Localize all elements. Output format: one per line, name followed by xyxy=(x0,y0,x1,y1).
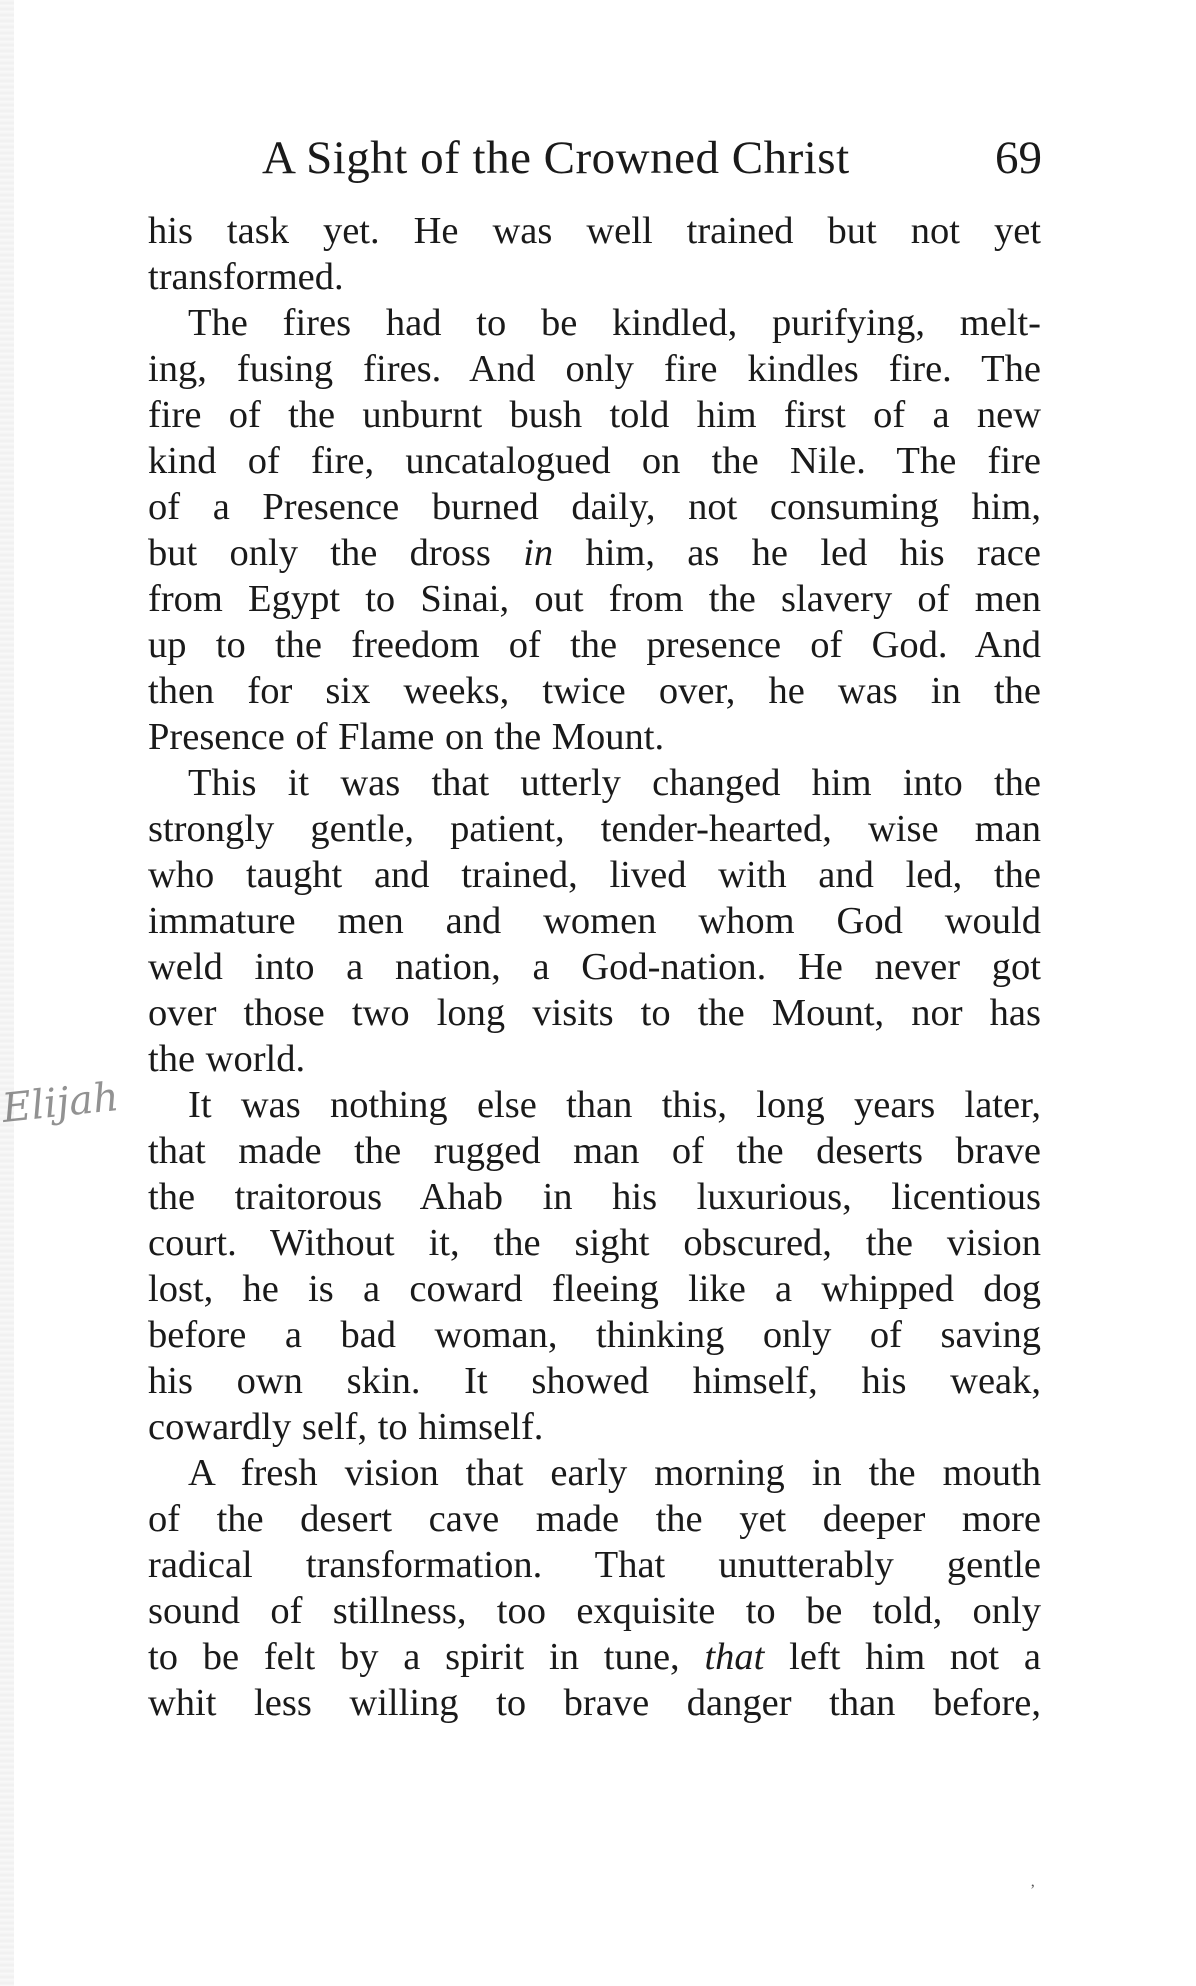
text-line: immature men and women whom God would xyxy=(148,900,1041,942)
text-line: lost, he is a coward fleeing like a whipped dog xyxy=(148,1268,1041,1310)
text-line: but only the dross in him, as he led his race xyxy=(148,532,1041,574)
page-number: 69 xyxy=(995,132,1042,184)
text-line: weld into a nation, a God-nation. He never got xyxy=(148,946,1041,988)
text-line: up to the freedom of the presence of God. And xyxy=(148,624,1041,666)
text-line: cowardly self, to himself. xyxy=(148,1406,544,1448)
text-line: that made the rugged man of the deserts brave xyxy=(148,1130,1041,1172)
emphasis: that xyxy=(704,1636,765,1678)
text-line: transformed. xyxy=(148,256,344,298)
text-line: who taught and trained, lived with and led, the xyxy=(148,854,1041,896)
running-head: A Sight of the Crowned Christ xyxy=(262,132,850,184)
text-line: whit less willing to brave danger than before, xyxy=(148,1682,1041,1724)
text-line: over those two long visits to the Mount, nor has xyxy=(148,992,1041,1034)
text-line: to be felt by a spirit in tune, that left him not a xyxy=(148,1636,1041,1678)
text-line: his own skin. It showed himself, his weak, xyxy=(148,1360,1041,1402)
text-line: then for six weeks, twice over, he was in the xyxy=(148,670,1041,712)
text-line: of the desert cave made the yet deeper more xyxy=(148,1498,1041,1540)
body-text xyxy=(148,208,1041,1726)
text-line: the world. xyxy=(148,1038,306,1080)
text-line: The fires had to be kindled, purifying, melt- xyxy=(188,302,1041,344)
text-line: strongly gentle, patient, tender-hearted, wise man xyxy=(148,808,1041,850)
text-line: fire of the unburnt bush told him first of a new xyxy=(148,394,1041,436)
text-line: kind of fire, uncatalogued on the Nile. The fire xyxy=(148,440,1041,482)
text-line: ing, fusing fires. And only fire kindles fire. The xyxy=(148,348,1041,390)
text-line: It was nothing else than this, long years later, xyxy=(188,1084,1041,1126)
text-line: This it was that utterly changed him into the xyxy=(188,762,1041,804)
text-line: A fresh vision that early morning in the mouth xyxy=(188,1452,1041,1494)
text-line: Presence of Flame on the Mount. xyxy=(148,716,665,758)
text-line: the traitorous Ahab in his luxurious, licentious xyxy=(148,1176,1041,1218)
text-line: radical transformation. That unutterably gentle xyxy=(148,1544,1041,1586)
text-line: sound of stillness, too exquisite to be told, only xyxy=(148,1590,1041,1632)
text-line: before a bad woman, thinking only of saving xyxy=(148,1314,1041,1356)
page-header xyxy=(262,128,1042,188)
page-edge-shadow xyxy=(0,0,14,1986)
text-line: court. Without it, the sight obscured, the vision xyxy=(148,1222,1041,1264)
emphasis: in xyxy=(523,532,554,574)
handwritten-margin-note: Elijah xyxy=(0,1074,121,1132)
text-line: of a Presence burned daily, not consuming him, xyxy=(148,486,1041,528)
text-line: from Egypt to Sinai, out from the slavery of men xyxy=(148,578,1041,620)
text-line: his task yet. He was well trained but not yet xyxy=(148,210,1041,252)
stray-mark: ’ xyxy=(1030,1882,1036,1899)
